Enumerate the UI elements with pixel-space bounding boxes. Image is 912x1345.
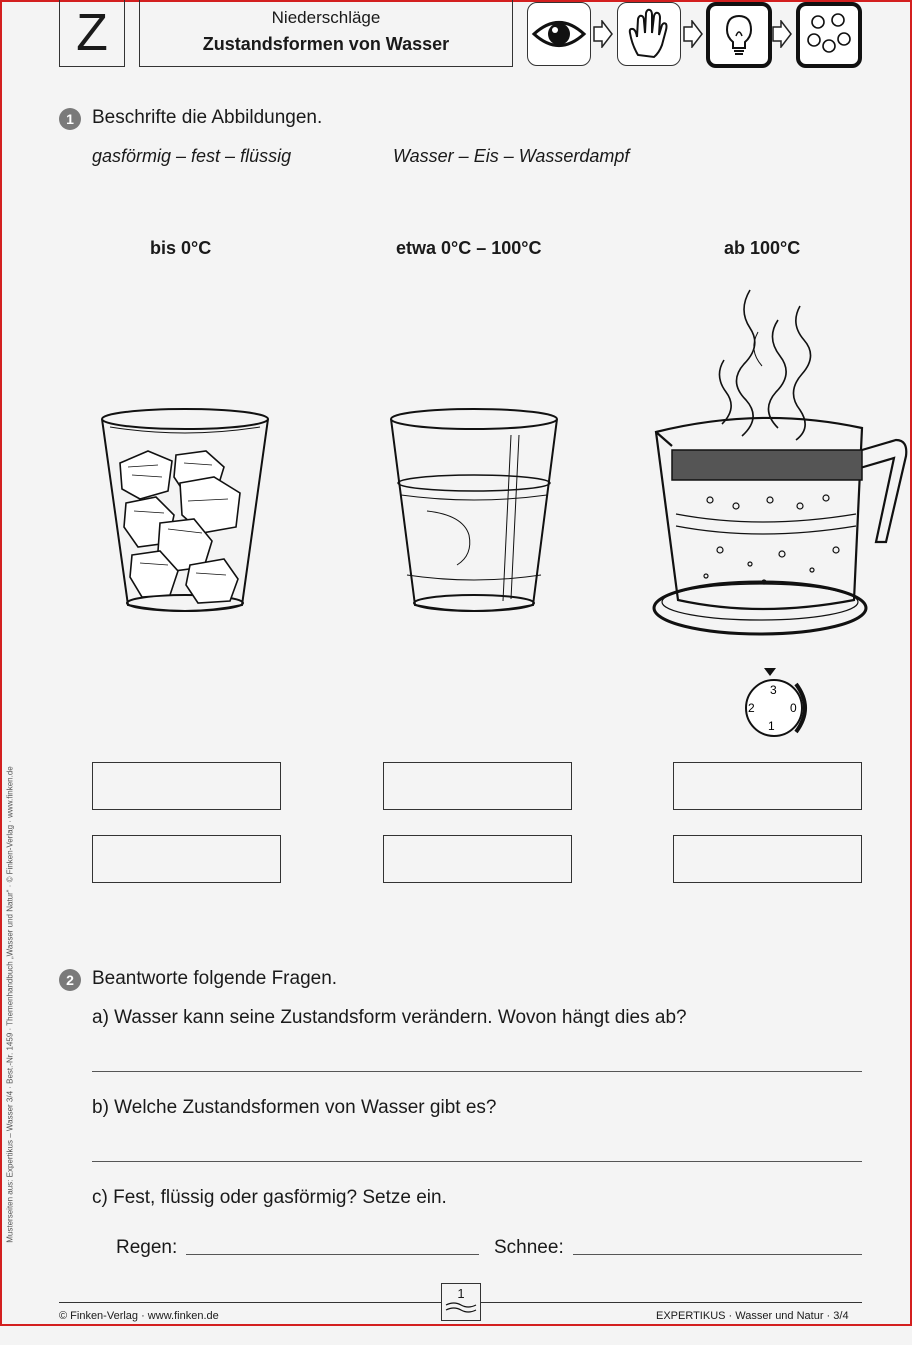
subtitle: Niederschläge bbox=[271, 8, 381, 27]
dial-label-2: 2 bbox=[748, 701, 755, 715]
dial-label-1: 1 bbox=[768, 719, 775, 733]
water-glass-illustration bbox=[387, 405, 563, 617]
temperature-label-water: etwa 0°C – 100°C bbox=[396, 238, 542, 258]
question-b: b) Welche Zustandsformen von Wasser gibt es? bbox=[92, 1097, 497, 1118]
title-box bbox=[139, 0, 513, 67]
arrow-icon bbox=[683, 20, 703, 48]
fill-label-snow: Schnee: bbox=[494, 1237, 564, 1258]
word-bank-names: Wasser – Eis – Wasserdampf bbox=[393, 146, 630, 166]
task-number-badge: 1 bbox=[59, 108, 81, 130]
answer-box-steam-state[interactable] bbox=[673, 762, 862, 810]
side-copyright: Musterseiten aus: Expertikus – Wasser 3/4 · Best.-Nr. 1459 · Themenhandbuch „Wasser und Natur“ · © Finken-Verlag · www.finken.de bbox=[5, 766, 15, 1243]
topic-letter: Z bbox=[59, 0, 125, 67]
lightbulb-icon bbox=[706, 2, 772, 68]
answer-box-ice-name[interactable] bbox=[92, 835, 281, 883]
answer-line-a[interactable] bbox=[92, 1071, 862, 1072]
stove-dial-icon bbox=[738, 664, 814, 740]
answer-line-snow[interactable] bbox=[573, 1254, 862, 1255]
page-number: 1 bbox=[457, 1286, 465, 1301]
page-title: Zustandsformen von Wasser bbox=[202, 34, 450, 54]
question-c: c) Fest, flüssig oder gasförmig? Setze ein. bbox=[92, 1187, 447, 1208]
eye-icon bbox=[527, 2, 591, 66]
task-number-badge: 2 bbox=[59, 969, 81, 991]
ice-glass-illustration bbox=[98, 405, 274, 617]
arrow-icon bbox=[772, 20, 792, 48]
footer-publisher: © Finken-Verlag · www.finken.de bbox=[59, 1310, 219, 1322]
answer-box-steam-name[interactable] bbox=[673, 835, 862, 883]
group-faces-icon bbox=[796, 2, 862, 68]
answer-line-rain[interactable] bbox=[186, 1254, 479, 1255]
waves-icon bbox=[444, 1301, 478, 1315]
task-instruction: Beschrifte die Abbildungen. bbox=[92, 107, 323, 128]
boiling-kettle-illustration bbox=[650, 280, 912, 652]
footer-series: EXPERTIKUS · Wasser und Natur · 3/4 bbox=[656, 1310, 849, 1322]
temperature-label-steam: ab 100°C bbox=[724, 238, 801, 258]
hand-icon bbox=[617, 2, 681, 66]
fill-label-rain: Regen: bbox=[116, 1237, 178, 1258]
answer-box-ice-state[interactable] bbox=[92, 762, 281, 810]
answer-box-water-state[interactable] bbox=[383, 762, 572, 810]
answer-box-water-name[interactable] bbox=[383, 835, 572, 883]
dial-label-0: 0 bbox=[790, 701, 797, 715]
answer-line-b[interactable] bbox=[92, 1161, 862, 1162]
question-a: a) Wasser kann seine Zustandsform verändern. Wovon hängt dies ab? bbox=[92, 1007, 687, 1028]
word-bank-states: gasförmig – fest – flüssig bbox=[92, 146, 292, 166]
task-instruction: Beantworte folgende Fragen. bbox=[92, 968, 338, 989]
dial-label-3: 3 bbox=[770, 683, 777, 697]
temperature-label-ice: bis 0°C bbox=[150, 238, 212, 258]
page-number-box bbox=[441, 1283, 481, 1321]
arrow-icon bbox=[593, 20, 613, 48]
